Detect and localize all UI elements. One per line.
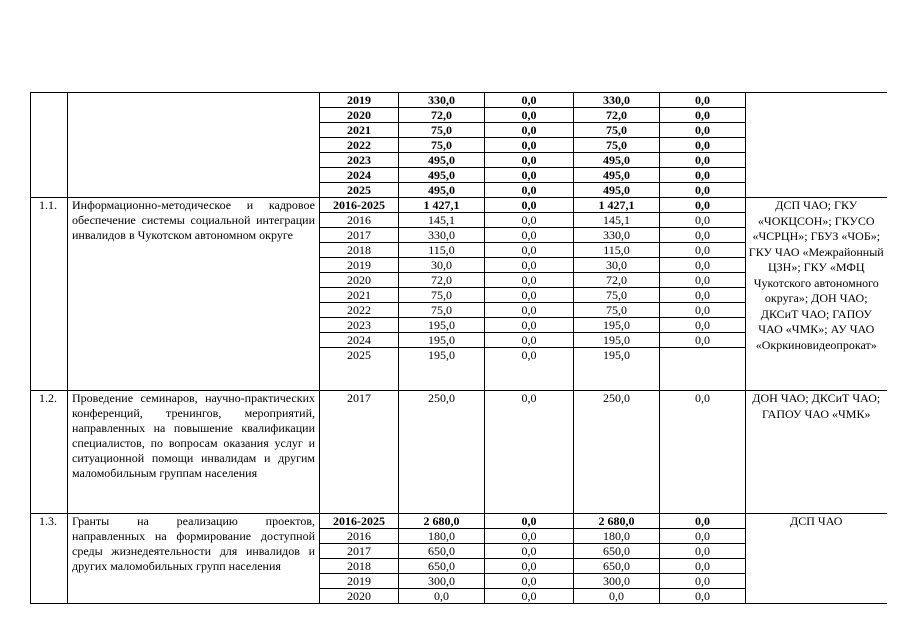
federal-cell: 0,0: [485, 333, 574, 348]
other-cell: 0,0: [660, 183, 746, 198]
federal-cell: 0,0: [485, 168, 574, 183]
federal-cell: 0,0: [485, 348, 574, 391]
other-cell: 0,0: [660, 273, 746, 288]
other-cell: 0,0: [660, 213, 746, 228]
regional-cell: 75,0: [574, 123, 660, 138]
year-cell: 2025: [320, 348, 399, 391]
federal-cell: 0,0: [485, 213, 574, 228]
year-cell: 2023: [320, 153, 399, 168]
regional-cell: 145,1: [574, 213, 660, 228]
federal-cell: 0,0: [485, 391, 574, 514]
total-cell: 30,0: [399, 258, 485, 273]
other-cell: 0,0: [660, 559, 746, 574]
year-cell: 2019: [320, 574, 399, 589]
year-cell: 2017: [320, 544, 399, 559]
regional-cell: 250,0: [574, 391, 660, 514]
federal-cell: 0,0: [485, 318, 574, 333]
total-cell: 195,0: [399, 333, 485, 348]
total-cell: 495,0: [399, 183, 485, 198]
year-cell: 2020: [320, 108, 399, 123]
program-funding-table: [30, 92, 887, 604]
other-cell: 0,0: [660, 228, 746, 243]
federal-cell: 0,0: [485, 123, 574, 138]
regional-cell: 1 427,1: [574, 198, 660, 213]
total-cell: 330,0: [399, 93, 485, 108]
federal-cell: 0,0: [485, 183, 574, 198]
other-cell: 0,0: [660, 108, 746, 123]
total-cell: 495,0: [399, 153, 485, 168]
regional-cell: 75,0: [574, 288, 660, 303]
item-number: 1.1.: [31, 198, 68, 391]
federal-cell: 0,0: [485, 544, 574, 559]
year-cell: 2020: [320, 589, 399, 604]
other-cell: 0,0: [660, 168, 746, 183]
item-number: [31, 93, 68, 198]
other-cell: 0,0: [660, 333, 746, 348]
other-cell: 0,0: [660, 93, 746, 108]
total-cell: 650,0: [399, 544, 485, 559]
other-cell: 0,0: [660, 153, 746, 168]
other-cell: 0,0: [660, 514, 746, 529]
federal-cell: 0,0: [485, 108, 574, 123]
total-cell: 145,1: [399, 213, 485, 228]
federal-cell: 0,0: [485, 574, 574, 589]
total-cell: 300,0: [399, 574, 485, 589]
regional-cell: 495,0: [574, 168, 660, 183]
regional-cell: 75,0: [574, 303, 660, 318]
regional-cell: 495,0: [574, 183, 660, 198]
other-cell: 0,0: [660, 303, 746, 318]
regional-cell: 330,0: [574, 228, 660, 243]
federal-cell: 0,0: [485, 228, 574, 243]
total-cell: 115,0: [399, 243, 485, 258]
year-cell: 2016-2025: [320, 198, 399, 213]
total-cell: 75,0: [399, 303, 485, 318]
other-cell: 0,0: [660, 589, 746, 604]
total-cell: 650,0: [399, 559, 485, 574]
total-cell: 75,0: [399, 288, 485, 303]
regional-cell: 650,0: [574, 559, 660, 574]
federal-cell: 0,0: [485, 589, 574, 604]
item-description: Информационно-методическое и кадровое обеспечение системы социальной интеграции инвалидов в Чукотском автономном округе: [68, 198, 320, 391]
federal-cell: 0,0: [485, 138, 574, 153]
total-cell: 195,0: [399, 318, 485, 333]
regional-cell: 30,0: [574, 258, 660, 273]
regional-cell: 180,0: [574, 529, 660, 544]
regional-cell: 0,0: [574, 589, 660, 604]
federal-cell: 0,0: [485, 529, 574, 544]
table-row: [31, 391, 887, 514]
year-cell: 2022: [320, 303, 399, 318]
regional-cell: 72,0: [574, 108, 660, 123]
executors-cell: ДОН ЧАО; ДКСиТ ЧАО; ГАПОУ ЧАО «ЧМК»: [746, 391, 887, 514]
total-cell: 0,0: [399, 589, 485, 604]
year-cell: 2025: [320, 183, 399, 198]
item-description: Проведение семинаров, научно-практических конференций, тренингов, мероприятий, направленных на повышение квалификации специалистов, по вопросам оказания услуг и ситуационной помощи инвалидам и другим маломобильным группам населения: [68, 391, 320, 514]
other-cell: 0,0: [660, 198, 746, 213]
other-cell: 0,0: [660, 574, 746, 589]
regional-cell: 650,0: [574, 544, 660, 559]
executors-cell: [746, 93, 887, 198]
federal-cell: 0,0: [485, 303, 574, 318]
regional-cell: 495,0: [574, 153, 660, 168]
federal-cell: 0,0: [485, 258, 574, 273]
federal-cell: 0,0: [485, 243, 574, 258]
total-cell: 180,0: [399, 529, 485, 544]
other-cell: 0,0: [660, 318, 746, 333]
regional-cell: 75,0: [574, 138, 660, 153]
year-cell: 2021: [320, 288, 399, 303]
other-cell: 0,0: [660, 243, 746, 258]
total-cell: 2 680,0: [399, 514, 485, 529]
table-body: [31, 93, 887, 604]
total-cell: 72,0: [399, 273, 485, 288]
federal-cell: 0,0: [485, 93, 574, 108]
other-cell: 0,0: [660, 544, 746, 559]
other-cell: 0,0: [660, 258, 746, 273]
year-cell: 2017: [320, 391, 399, 514]
federal-cell: 0,0: [485, 153, 574, 168]
year-cell: 2019: [320, 258, 399, 273]
year-cell: 2017: [320, 228, 399, 243]
federal-cell: 0,0: [485, 198, 574, 213]
year-cell: 2021: [320, 123, 399, 138]
regional-cell: 330,0: [574, 93, 660, 108]
total-cell: 75,0: [399, 123, 485, 138]
table-row: [31, 514, 887, 529]
executors-cell: ДСП ЧАО: [746, 514, 887, 604]
item-number: 1.3.: [31, 514, 68, 604]
year-cell: 2019: [320, 93, 399, 108]
year-cell: 2023: [320, 318, 399, 333]
year-cell: 2024: [320, 168, 399, 183]
federal-cell: 0,0: [485, 273, 574, 288]
executors-cell: ДСП ЧАО; ГКУ «ЧОКЦСОН»; ГКУСО «ЧСРЦН»; ГБУЗ «ЧОБ»; ГКУ ЧАО «Межрайонный ЦЗН»; ГКУ «МФЦ Чукотского автономного округа»; ДОН ЧАО; ДКСиТ ЧАО; ГАПОУ ЧАО «ЧМК»; АУ ЧАО «Окркиновидеопрокат»: [746, 198, 887, 391]
total-cell: 330,0: [399, 228, 485, 243]
table-row: [31, 198, 887, 213]
other-cell: 0,0: [660, 529, 746, 544]
total-cell: 495,0: [399, 168, 485, 183]
year-cell: 2016-2025: [320, 514, 399, 529]
regional-cell: 195,0: [574, 333, 660, 348]
year-cell: 2016: [320, 529, 399, 544]
year-cell: 2024: [320, 333, 399, 348]
other-cell: 0,0: [660, 288, 746, 303]
item-number: 1.2.: [31, 391, 68, 514]
federal-cell: 0,0: [485, 514, 574, 529]
regional-cell: 72,0: [574, 273, 660, 288]
regional-cell: 2 680,0: [574, 514, 660, 529]
other-cell: [660, 348, 746, 391]
year-cell: 2018: [320, 243, 399, 258]
regional-cell: 195,0: [574, 318, 660, 333]
table-row: [31, 93, 887, 108]
total-cell: 250,0: [399, 391, 485, 514]
year-cell: 2022: [320, 138, 399, 153]
federal-cell: 0,0: [485, 288, 574, 303]
item-description: [68, 93, 320, 198]
total-cell: 195,0: [399, 348, 485, 391]
regional-cell: 300,0: [574, 574, 660, 589]
regional-cell: 115,0: [574, 243, 660, 258]
total-cell: 72,0: [399, 108, 485, 123]
other-cell: 0,0: [660, 138, 746, 153]
other-cell: 0,0: [660, 123, 746, 138]
item-description: Гранты на реализацию проектов, направленных на формирование доступной среды жизнедеятельности для инвалидов и других маломобильных групп населения: [68, 514, 320, 604]
federal-cell: 0,0: [485, 559, 574, 574]
year-cell: 2020: [320, 273, 399, 288]
other-cell: 0,0: [660, 391, 746, 514]
total-cell: 75,0: [399, 138, 485, 153]
year-cell: 2016: [320, 213, 399, 228]
regional-cell: 195,0: [574, 348, 660, 391]
total-cell: 1 427,1: [399, 198, 485, 213]
year-cell: 2018: [320, 559, 399, 574]
